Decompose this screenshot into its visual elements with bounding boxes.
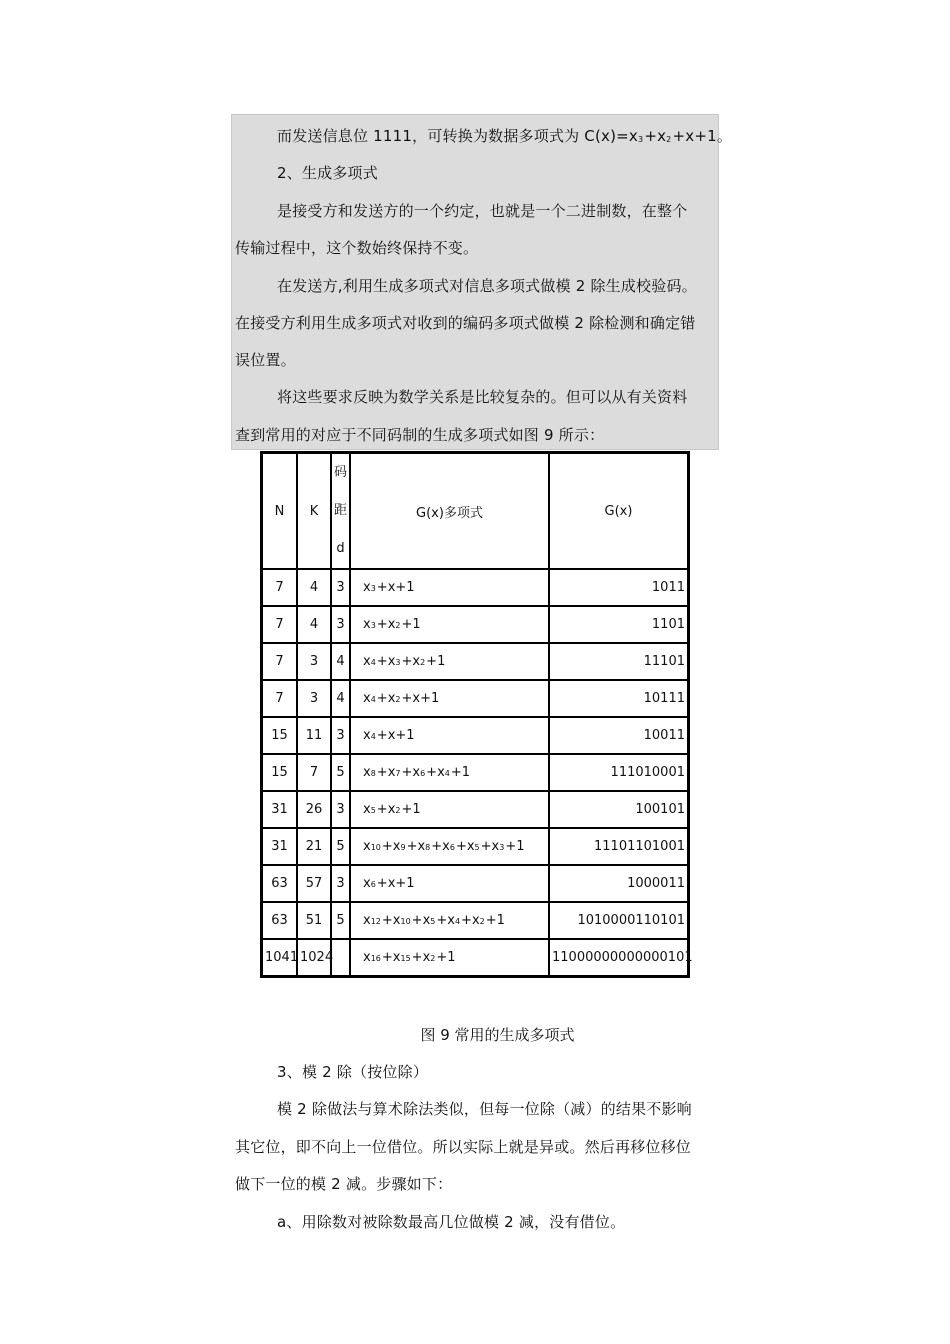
cell-d: 5 [331, 828, 350, 865]
figure-caption: 图 9 常用的生成多项式 [420, 1026, 575, 1044]
exponent: 2 [479, 917, 485, 926]
exponent: 5 [430, 917, 436, 926]
table-row [262, 569, 688, 606]
generator-polynomial-table [260, 451, 693, 978]
cell-d: 3 [331, 717, 350, 754]
table-row [262, 680, 688, 717]
section-2-heading: 2、生成多项式 [277, 164, 378, 182]
header-k: K [297, 453, 331, 569]
header-gx: G(x) [549, 453, 688, 569]
section-3-heading: 3、模 2 除（按位除） [277, 1063, 429, 1081]
cell-k: 3 [297, 643, 331, 680]
table-row [262, 902, 688, 939]
paragraph-line: 其它位，即不向上一位借位。所以实际上就是异或。然后再移位移位 [235, 1138, 692, 1156]
exponent: 8 [425, 843, 431, 852]
exponent: 3 [395, 658, 401, 667]
table-row [262, 865, 688, 902]
cell-n: 7 [262, 606, 297, 643]
header-d-line3: d [336, 541, 345, 556]
poly-term: +x [461, 913, 480, 928]
exponent: 10 [400, 917, 411, 926]
table-row [262, 754, 688, 791]
poly-term: +1 [420, 691, 440, 706]
cell-d: 4 [331, 680, 350, 717]
exponent: 4 [454, 917, 461, 926]
poly-term: x [363, 839, 371, 854]
paragraph-line: 是接受方和发送方的一个约定，也就是一个二进制数，在整个 [277, 202, 688, 220]
poly-term: +x [455, 839, 475, 854]
cell-d: 3 [331, 791, 350, 828]
poly-term: +1 [426, 654, 446, 669]
cell-gx: 111010001 [549, 754, 688, 791]
cell-d: 5 [331, 902, 350, 939]
exponent: 3 [370, 584, 376, 593]
poly-term: +1 [395, 876, 415, 891]
cell-polynomial [350, 865, 549, 902]
exponent: 4 [370, 695, 376, 704]
intro-line-1 [235, 126, 757, 146]
poly-term: +x [426, 765, 445, 780]
cell-d [331, 939, 350, 976]
poly-term: +1 [450, 765, 471, 780]
exponent: 6 [449, 843, 455, 852]
paragraph-line: 查到常用的对应于不同码制的生成多项式如图 9 所示： [235, 426, 605, 444]
cell-n: 63 [262, 902, 297, 939]
cell-polynomial [350, 939, 549, 976]
poly-term: +x [381, 913, 401, 928]
exponent: 7 [395, 769, 401, 778]
poly-term: x [363, 728, 371, 743]
cell-gx: 11101101001 [549, 828, 688, 865]
cell-d: 4 [331, 643, 350, 680]
exponent: 5 [474, 843, 480, 852]
poly-term: x [363, 617, 371, 632]
poly-term: +x [480, 839, 500, 854]
cell-polynomial [350, 569, 549, 606]
poly-term: +x [376, 654, 396, 669]
poly-term: x [363, 691, 371, 706]
poly-term: +1 [395, 728, 415, 743]
paragraph-line: 在接受方利用生成多项式对收到的编码多项式做模 2 除检测和确定错 [235, 314, 696, 332]
exponent: 8 [370, 769, 376, 778]
exponent: 4 [370, 732, 376, 741]
cell-n: 31 [262, 828, 297, 865]
poly-term: +x [376, 765, 396, 780]
table-row [262, 717, 688, 754]
cell-gx: 1000011 [549, 865, 688, 902]
exponent: 10 [370, 843, 381, 852]
cell-polynomial [350, 717, 549, 754]
poly-term: +x [431, 839, 450, 854]
exponent: 16 [370, 954, 381, 963]
poly-term: x [363, 654, 371, 669]
cell-d: 3 [331, 606, 350, 643]
cell-n: 15 [262, 717, 297, 754]
intro-line-1-suffix: +x+1。 [672, 127, 733, 145]
poly-term: +x [401, 654, 421, 669]
header-d-line1: 码 [334, 465, 348, 480]
cell-k: 21 [297, 828, 331, 865]
cell-k: 26 [297, 791, 331, 828]
exponent: 6 [370, 880, 376, 889]
exponent: 2 [395, 695, 401, 704]
cell-gx: 100101 [549, 791, 688, 828]
cell-gx: 1011 [549, 569, 688, 606]
exponent: 4 [370, 658, 376, 667]
cell-gx: 10111 [549, 680, 688, 717]
cell-k: 51 [297, 902, 331, 939]
poly-term: +x [376, 580, 396, 595]
poly-term: +1 [436, 950, 456, 965]
poly-term: +x [401, 765, 421, 780]
poly-term: +x [376, 691, 396, 706]
exponent: 3 [499, 843, 505, 852]
cell-k: 57 [297, 865, 331, 902]
header-d-line2: 距 [334, 503, 348, 518]
exponent: 2 [420, 658, 426, 667]
paragraph-line: 模 2 除做法与算术除法类似，但每一位除（减）的结果不影响 [277, 1100, 692, 1118]
cell-d: 5 [331, 754, 350, 791]
paragraph-line: 误位置。 [235, 351, 296, 369]
cell-k: 7 [297, 754, 331, 791]
table-row [262, 606, 688, 643]
intro-line-1-mid: +x [644, 127, 667, 145]
cell-gx: 11101 [549, 643, 688, 680]
cell-n: 7 [262, 643, 297, 680]
exponent: 6 [420, 769, 426, 778]
header-n: N [262, 453, 297, 569]
cell-polynomial [350, 828, 549, 865]
poly-term: +x [376, 728, 396, 743]
exponent: 4 [444, 769, 450, 778]
poly-term: +x [376, 876, 396, 891]
exponent: 2 [395, 621, 401, 630]
cell-polynomial [350, 791, 549, 828]
table-row [262, 828, 688, 865]
poly-term: +1 [401, 802, 421, 817]
exponent: 12 [370, 917, 381, 926]
exponent: 2 [430, 954, 436, 963]
cell-n: 7 [262, 680, 297, 717]
poly-term: +1 [485, 913, 505, 928]
poly-term: +x [381, 839, 401, 854]
cell-n: 1041 [262, 939, 297, 976]
cell-gx: 1010000110101 [549, 902, 688, 939]
poly-term: x [363, 876, 371, 891]
exponent: 2 [395, 806, 401, 815]
cell-n: 7 [262, 569, 297, 606]
cell-gx: 10011 [549, 717, 688, 754]
poly-term: x [363, 802, 371, 817]
poly-term: x [363, 580, 371, 595]
cell-d: 3 [331, 569, 350, 606]
table-row [262, 791, 688, 828]
header-polynomial: G(x)多项式 [350, 453, 549, 569]
exponent: 3 [370, 621, 376, 630]
exponent: 2 [666, 135, 672, 144]
cell-n: 31 [262, 791, 297, 828]
exponent: 5 [370, 806, 376, 815]
cell-gx: 1101 [549, 606, 688, 643]
poly-term: +x [376, 617, 396, 632]
poly-term: +x [406, 839, 426, 854]
paragraph-line: 传输过程中，这个数始终保持不变。 [235, 239, 479, 257]
intro-line-1-prefix: 而发送信息位 1111，可转换为数据多项式为 C(x)=x [277, 127, 639, 145]
paragraph-line: 将这些要求反映为数学关系是比较复杂的。但可以从有关资料 [277, 388, 688, 406]
poly-term: x [363, 913, 371, 928]
table-header-row [262, 453, 688, 569]
step-a: a、用除数对被除数最高几位做模 2 减，没有借位。 [277, 1213, 626, 1231]
poly-term: +1 [401, 617, 421, 632]
poly-term: +x [401, 691, 421, 706]
cell-n: 15 [262, 754, 297, 791]
table-row [262, 643, 688, 680]
poly-term: +x [411, 913, 431, 928]
cell-polynomial [350, 902, 549, 939]
poly-term: +1 [505, 839, 525, 854]
header-d [331, 453, 350, 569]
cell-d: 3 [331, 865, 350, 902]
cell-k: 4 [297, 569, 331, 606]
table-row [262, 939, 688, 976]
poly-term: +x [376, 802, 396, 817]
poly-term: +x [411, 950, 431, 965]
cell-polynomial [350, 680, 549, 717]
paragraph-line: 在发送方,利用生成多项式对信息多项式做模 2 除生成校验码。 [277, 277, 697, 295]
poly-term: +x [381, 950, 401, 965]
exponent: 9 [400, 843, 406, 852]
cell-k: 3 [297, 680, 331, 717]
cell-k: 11 [297, 717, 331, 754]
cell-polynomial [350, 754, 549, 791]
cell-k: 1024 [297, 939, 331, 976]
poly-term: x [363, 950, 371, 965]
exponent: 3 [638, 135, 644, 144]
cell-polynomial [350, 643, 549, 680]
poly-term: +1 [395, 580, 415, 595]
paragraph-line: 做下一位的模 2 减。步骤如下： [235, 1175, 453, 1193]
cell-polynomial [350, 606, 549, 643]
poly-term: x [363, 765, 371, 780]
poly-term: +x [436, 913, 455, 928]
cell-gx: 11000000000000101 [549, 939, 688, 976]
cell-n: 63 [262, 865, 297, 902]
exponent: 15 [400, 954, 411, 963]
cell-k: 4 [297, 606, 331, 643]
